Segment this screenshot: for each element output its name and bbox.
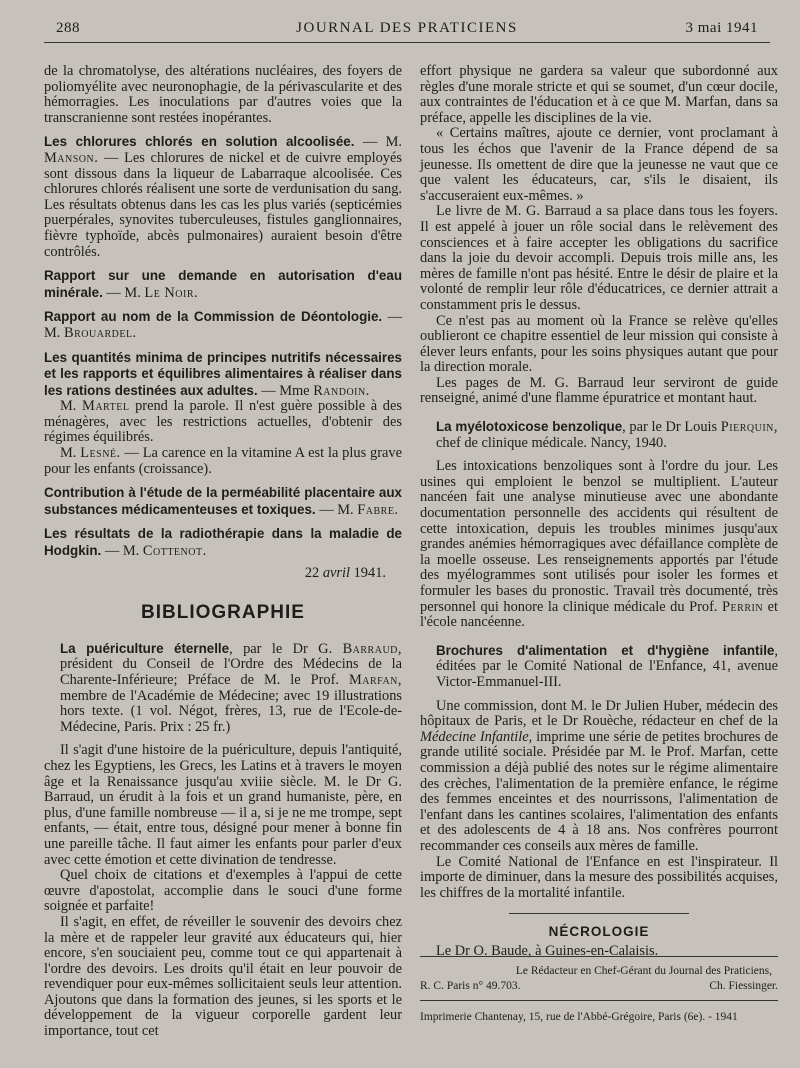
paragraph: effort physique ne gardera sa valeur que subordonné aux règles d'une morale stricte et qui se soumet, d'un cœur docile, aux contraintes de l'éducation et à ce que M. Marfan, dans sa préface, appelle les disciplines de la vie. [420, 63, 778, 126]
paragraph: Les pages de M. G. Barraud leur serviront de guide renseigné, animé d'une flamme épuratrice et montant haut. [420, 374, 778, 407]
book-title: Brochures d'alimentation et d'hygiène infantile [436, 642, 775, 658]
paragraph: M. Lesné. — La carence en la vitamine A est la plus grave pour les enfants (croissance). [44, 445, 402, 477]
book-title: La puériculture éternelle [60, 640, 230, 656]
necrology-text: Le Dr O. Baude, à Guines-en-Calaisis. [436, 942, 659, 959]
author-name: Marfan, [348, 672, 402, 688]
communication-title: Rapport sur une demande en autorisation d'eau minérale. [44, 268, 402, 300]
book-reference: La myélotoxicose benzolique, par le Dr Louis Pierquin, chef de clinique médicale. Nancy, 1940. [436, 419, 779, 451]
communication-title: Les chlorures chlorés en solution alcoolisée. [44, 134, 355, 150]
paragraph: Le livre de M. G. Barraud a sa place dans tous les foyers. Il est appelé à jouer un rôle social dans le relèvement des consciences et à faire accepter les obligations du sacrifice dans la joie du devoir accompli. Depuis trois mille ans, les mères de famille n'ont pas hésité. Entre le désir de plaire et la volonté de remplir leur rôle d'éducatrices, ce dernier attrait a constamment pris le dessus. [420, 203, 778, 313]
communication-title: Les résultats de la radiothérapie dans la maladie de Hodgkin. [44, 526, 402, 559]
bibliography-heading: BIBLIOGRAPHIE [141, 602, 305, 624]
paragraph: de la chromatolyse, des altérations nucléaires, des foyers de poliomyélite avec neuronophagie, de la périvascularite et des hémorragies. Les inoculations par d'autres voies que la transcranienne sont restées inopérantes. [44, 63, 402, 126]
printer-name: Chantenay, [474, 1011, 526, 1023]
paragraph: M. Martel prend la parole. Il n'est guère possible à des ménagères, avec les restrictions actuelles, d'obtenir des régimes équilibrés. [44, 398, 402, 446]
paragraph: Il s'agit d'une histoire de la puériculture, depuis l'antiquité, chez les Egyptiens, les Grecs, les Latins et à travers le moyen âge et la Renaissance jusqu'au xviiie siècle. M. le Dr G. Barraud, un érudit à la fois et un grand humaniste, père, en plus, d'une famille nombreuse — il a, si je ne me trompe, sept enfants, — était, entre tous, désigné pour mener à bonne fin une pareille tâche. Il faut aimer les enfants pour parler d'eux avec cette émotion et cette divination de tendresse. [44, 742, 402, 868]
author-name: Barraud, [342, 640, 402, 657]
footer-rule [420, 956, 778, 957]
paragraph: Une commission, dont M. le Dr Julien Huber, médecin des hôpitaux de Paris, et le Dr Rouèche, rédacteur en chef de la Médecine Infantile, imprime une série de petites brochures de grande utilité sociale. Présidée par M. le Prof. Marfan, cette commission a déjà publié des notes sur le régime alimentaire des crèches, l'alimentation de la première enfance, le régime des femmes enceintes et des nourrissons, l'alimentation de l'enfant dans les cantines scolaires, l'alimentation des enfants et des adolescents de 4 à 18 ans. Nos confrères pourront recommander ces conseils aux mères de famille. [420, 697, 779, 854]
editor-name: Fiessinger. [728, 980, 778, 992]
communication-title: Contribution à l'étude de la perméabilité placentaire aux substances médicamenteuses et toxiques. [44, 485, 402, 517]
author-name: Lesné. [80, 445, 121, 462]
issue-date: 3 mai 1941 [685, 20, 758, 36]
author-name: Pierquin, [720, 419, 779, 436]
author-name: Manson. [44, 149, 99, 166]
communication-entry: Les résultats de la radiothérapie dans la maladie de Hodgkin. — M. Cottenot. [44, 526, 402, 560]
author-name: Randoin. [313, 382, 370, 399]
communication-entry: Contribution à l'étude de la perméabilité placentaire aux substances médicamenteuses et toxiques. — M. Fabre. [44, 485, 402, 518]
paragraph: Quel choix de citations et d'exemples à l'appui de cette œuvre d'apostolat, accomplie dans le souci d'une forme soignée et parfaite! [44, 867, 402, 915]
footer-rule [420, 1000, 778, 1001]
paragraph: Il s'agit, en effet, de réveiller le souvenir des devoirs chez la mère et de rappeler leur gravité aux éducateurs qui, hier encore, s'en souciaient peu, comme tout ce qui appartenait à l'ordre des devoirs. Les droits qu'il était en leur pouvoir de revendiquer pour eux-mêmes sollicitaient seuls leur attention. Ajoutons que dans la formation des jeunes, si les sports et le développement de la vigueur corporelle gardent leur importance, tout cet [44, 913, 402, 1040]
author-name: Martel [82, 398, 130, 415]
right-column [420, 64, 778, 959]
registration-number: R. C. Paris n° 49.703. [420, 980, 521, 992]
author-name: Fabre. [357, 501, 399, 518]
communication-entry: Les quantités minima de principes nutritifs nécessaires et les rapports et équilibres alimentaires à réaliser dans les rations destinées aux adultes. — Mme Randoin. [44, 349, 402, 399]
communication-text: — Les chlorures de nickel et de cuivre employés sont dissous dans la liqueur de Labarraque alcoolisée. Ces chlorures chlorés réalisent une sorte de verdunisation du sang. Les résultats obtenus dans les cas les plus variés (septicémies puerpérales, synovites tuberculeuses, fistules ganglionnaires, fièvre typhoïde, abcès pulmonaires) auraient besoin d'être contrôlés. [44, 149, 402, 260]
book-reference: La puériculture éternelle, par le Dr G. Barraud, président du Conseil de l'Ordre des Médecins de la Charente-Inférieure; Préface de M. le Prof. Marfan, membre de l'Académie de Médecine; avec 19 illustrations hors texte. (1 vol. Négot, frères, 13, rue de l'Ecole-de-Médecine, Paris. Prix : 25 fr.) [60, 640, 402, 735]
necrology-heading: NÉCROLOGIE [548, 924, 650, 940]
session-date: 22 avril 1941. [304, 564, 386, 581]
editor-credit: Le Rédacteur en Chef-Gérant du Journal des Praticiens, R. C. Paris n° 49.703. Ch. Fiessinger. [420, 965, 778, 992]
author-name: Perrin [722, 598, 764, 615]
page-header [44, 20, 770, 42]
paragraph: Ce n'est pas au moment où la France se relève qu'elles oublieront ce chapitre essentiel de leur mission qui consiste à élever leurs enfants, pour les soins physiques autant que pour la direction morale. [420, 312, 778, 376]
left-column [44, 64, 402, 1040]
journal-title: JOURNAL DES PRATICIENS [296, 20, 518, 36]
paragraph: Le Comité National de l'Enfance en est l'inspirateur. Il importe de diminuer, dans la mesure des possibilités acquises, les chiffres de la mortalité infantile. [420, 853, 778, 901]
author-name: Cottenot. [142, 543, 207, 560]
communication-entry: Les chlorures chlorés en solution alcoolisée. — M. Manson. — Les chlorures de nickel et de cuivre employés sont dissous dans la liqueur de Labarraque alcoolisée. Ces chlorures chlorés réalisent une sorte de verdunisation du sang. Les résultats obtenus dans les cas les plus variés (septicémies puerpérales, synovites tuberculeuses, fistules ganglionnaires, fièvre typhoïde, abcès pulmonaires) auraient besoin d'être contrôlés. [44, 134, 402, 260]
paragraph: Les intoxications benzoliques sont à l'ordre du jour. Les usines qui emploient le benzol se multiplient. L'auteur nancéen fait une analyse minutieuse avec une abondante documentation personnelle des accidents qui résultent de cette intoxication, depuis les troubles minimes jusqu'aux grandes anémies hémorragiques avec défaillance complète de la moelle osseuse. Les renseignements apportés par l'étude des myélogrammes sont utilisés pour isoler les formes et formuler les bases du pronostic. Travail très documenté, très personnel qui honore la clinique médicale du Prof. Perrin et l'école nancéenne. [420, 458, 778, 631]
necrology-rule [509, 913, 689, 914]
header-rule [44, 42, 770, 43]
book-title: La myélotoxicose benzolique [436, 419, 623, 435]
communication-entry: Rapport au nom de la Commission de Déontologie. — M. Brouardel. [44, 309, 402, 341]
communication-entry: Rapport sur une demande en autorisation d'eau minérale. — M. Le Noir. [44, 268, 402, 301]
author-name: Le Noir. [144, 284, 199, 301]
page-number: 288 [56, 20, 80, 36]
author-name: Brouardel. [64, 324, 137, 341]
book-reference: Brochures d'alimentation et d'hygiène infantile, éditées par le Comité National de l'Enfance, 41, avenue Victor-Emmanuel-III. [436, 642, 778, 690]
paragraph: « Certains maîtres, ajoute ce dernier, vont proclamant à tous les échos que l'avenir de la France dépend de sa jeunesse. Ils omettent de dire que la jeunesse ne vaut que ce que valent les éducateurs, car, s'ils le disaient, ils s'accuseraient eux-mêmes. » [420, 125, 778, 204]
communication-title: Les quantités minima de principes nutritifs nécessaires et les rapports et équilibres alimentaires à réaliser dans les rations destinées aux adultes. [44, 349, 402, 398]
communication-title: Rapport au nom de la Commission de Déontologie. [44, 309, 383, 325]
printer-credit: Imprimerie Chantenay, 15, rue de l'Abbé-Grégoire, Paris (6e). - 1941 [420, 1011, 738, 1023]
